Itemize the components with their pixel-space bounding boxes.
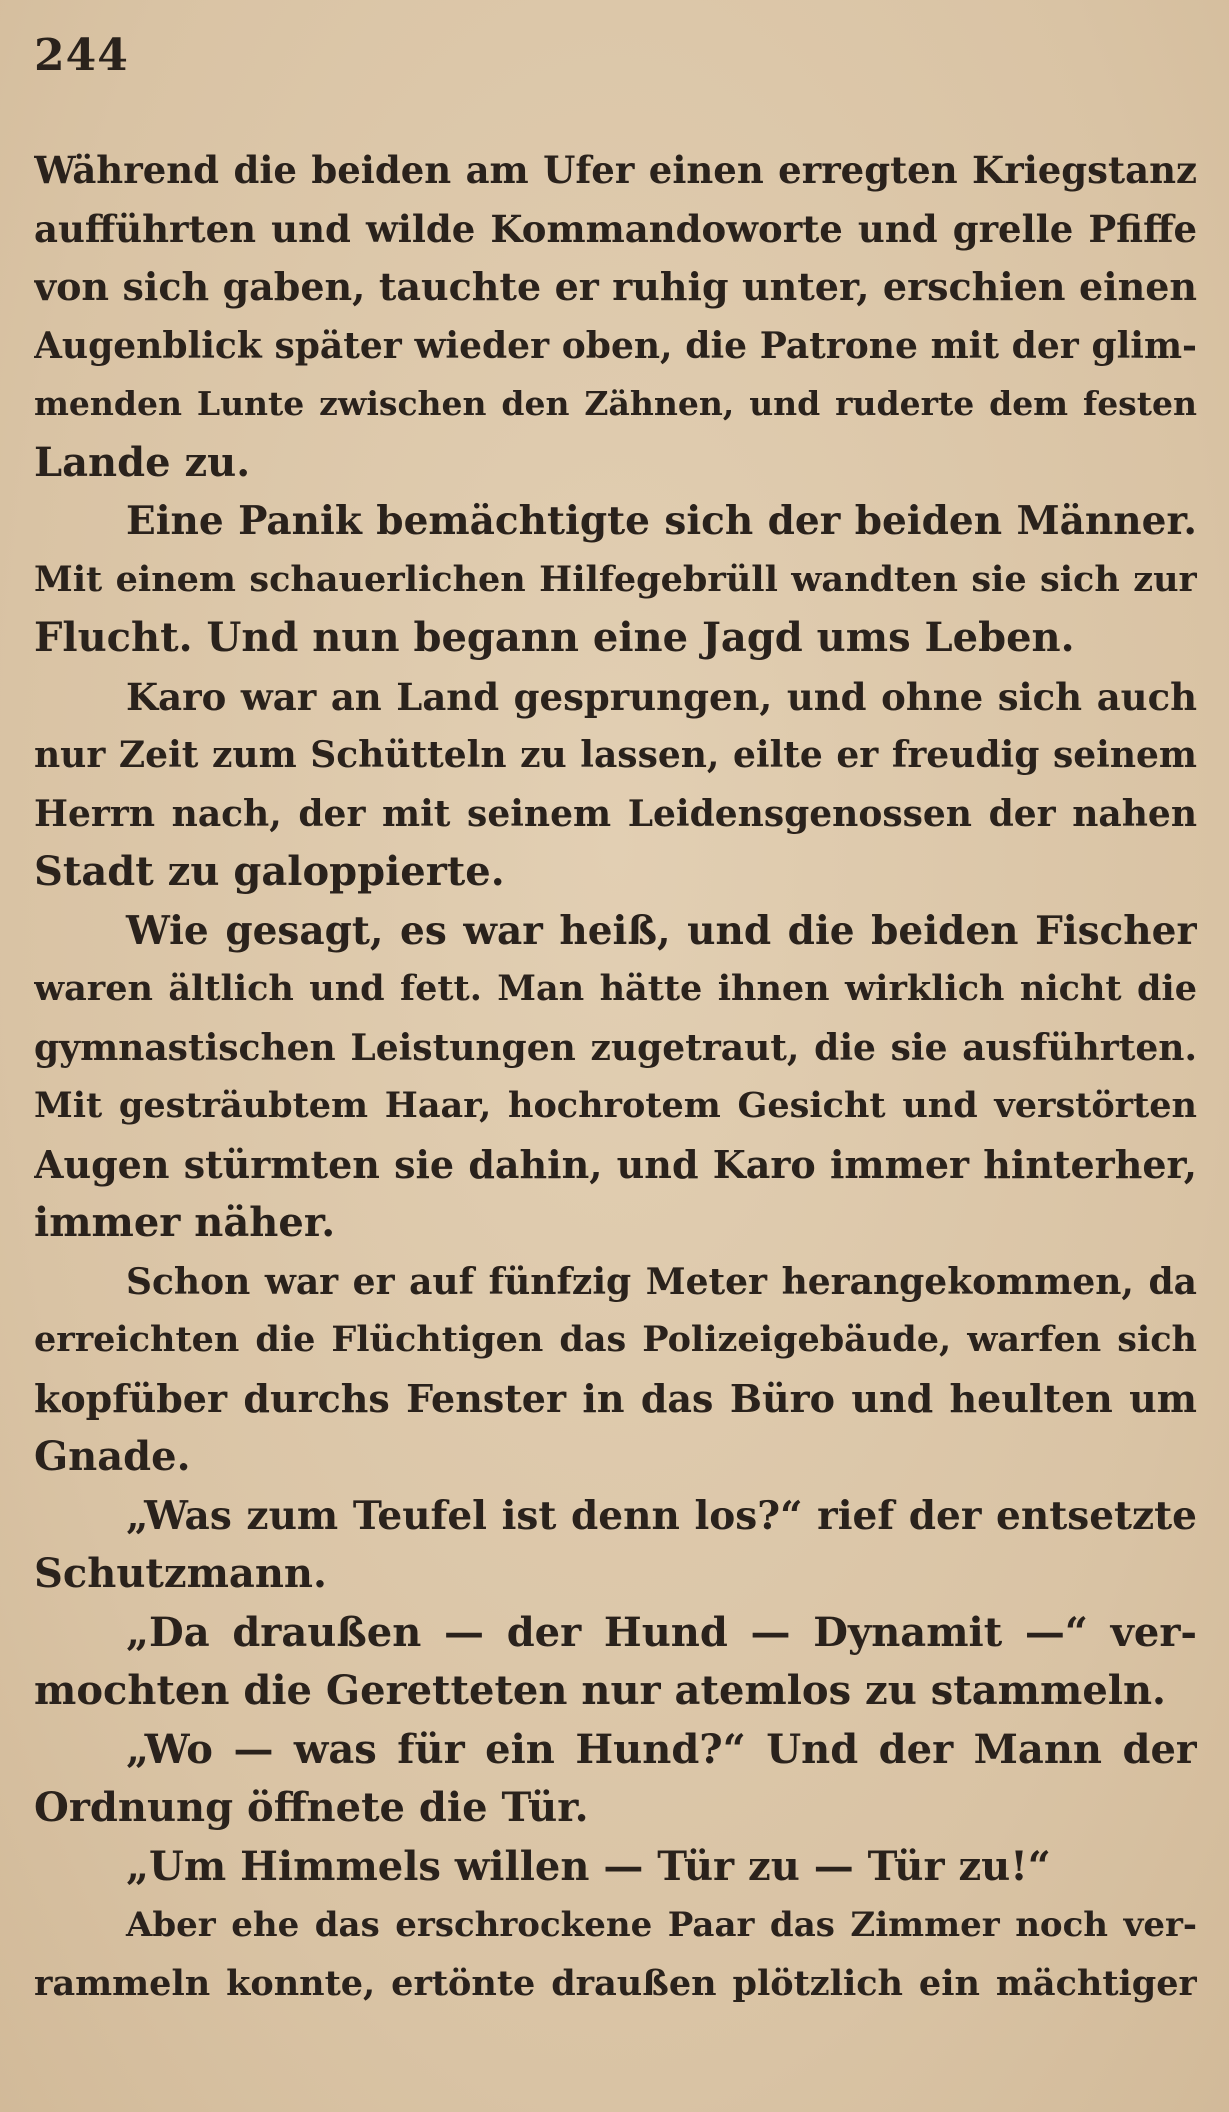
text-line: „Wo — was für ein Hund?“ Und der Mann der [126, 1725, 1197, 1773]
text-line: mochten die Geretteten nur atemlos zu stammeln. [34, 1667, 1166, 1714]
text-line: rammeln konnte, ertönte draußen plötzlich ein mächtiger [34, 1962, 1197, 2004]
text-line: gymnastischen Leistungen zugetraut, die sie ausführten. [34, 1026, 1197, 1069]
text-line: Schutzmann. [34, 1550, 327, 1597]
text-line: nur Zeit zum Schütteln zu lassen, eilte er freudig seinem [34, 734, 1197, 776]
text-line: erreichten die Flüchtigen das Polizeigebäude, warfen sich [34, 1319, 1197, 1360]
text-line: Eine Panik bemächtigte sich der beiden Männer. [126, 498, 1197, 544]
text-line: Ordnung öffnete die Tür. [34, 1784, 589, 1831]
page-number: 244 [34, 30, 129, 81]
text-line: immer näher. [34, 1199, 336, 1246]
text-line: kopfüber durchs Fenster in das Büro und heulten um [34, 1375, 1197, 1421]
text-line: „Da draußen — der Hund — Dynamit —“ ver- [126, 1608, 1197, 1656]
text-line: waren ältlich und fett. Man hätte ihnen wirklich nicht die [34, 968, 1197, 1009]
text-line: Aber ehe das erschrockene Paar das Zimmer noch ver- [126, 1905, 1197, 1945]
text-line: Während die beiden am Ufer einen erregten Kriegstanz [34, 148, 1197, 192]
text-line: Gnade. [34, 1433, 191, 1480]
text-line: Karo war an Land gesprungen, und ohne sich auch [126, 674, 1197, 719]
text-line: Augenblick später wieder oben, die Patrone mit der glim- [34, 324, 1197, 367]
text-line: Schon war er auf fünfzig Meter herangekommen, da [126, 1260, 1197, 1303]
body-text [34, 141, 1197, 2013]
text-line: Augen stürmten sie dahin, und Karo immer hinterher, [34, 1141, 1197, 1187]
text-line: Herrn nach, der mit seinem Leidensgenossen der nahen [34, 792, 1197, 835]
text-line: aufführten und wilde Kommandoworte und grelle Pfiffe [34, 206, 1197, 251]
text-line: Mit gesträubtem Haar, hochrotem Gesicht und verstörten [34, 1085, 1197, 1126]
text-line: „Um Himmels willen — Tür zu — Tür zu!“ [126, 1842, 1051, 1890]
text-line: Mit einem schauerlichen Hilfegebrüll wandten sie sich zur [34, 558, 1197, 600]
text-line: Lande zu. [34, 438, 251, 486]
text-line: Stadt zu galoppierte. [34, 848, 505, 895]
text-line: „Was zum Teufel ist denn los?“ rief der entsetzte [126, 1492, 1197, 1539]
text-line: menden Lunte zwischen den Zähnen, und ruderte dem festen [34, 384, 1197, 423]
text-line: von sich gaben, tauchte er ruhig unter, erschien einen [34, 264, 1197, 309]
text-line: Flucht. Und nun begann eine Jagd ums Leben. [34, 614, 1075, 661]
text-line: Wie gesagt, es war heiß, und die beiden Fischer [126, 907, 1197, 954]
